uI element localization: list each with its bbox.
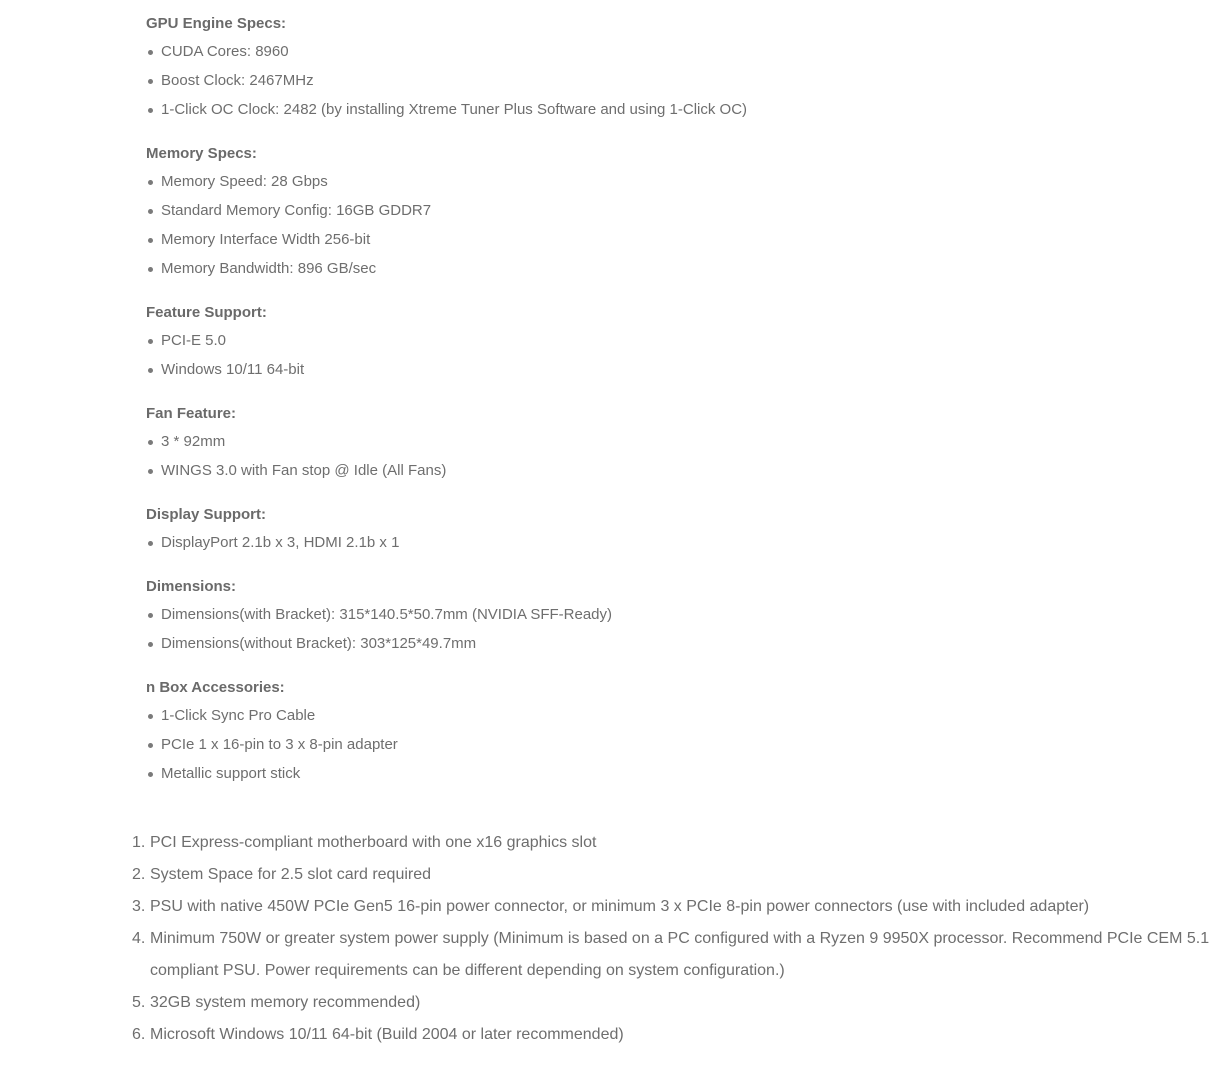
requirement-number: 4. <box>132 930 146 947</box>
specifications-panel <box>146 10 1186 804</box>
requirement-text: System Space for 2.5 slot card required <box>150 866 432 883</box>
bullet-icon <box>148 180 153 185</box>
spec-section-box-accessories <box>146 674 1186 788</box>
bullet-icon <box>148 440 153 445</box>
spec-item-text: PCI-E 5.0 <box>161 332 227 349</box>
spec-item-text: Memory Speed: 28 Gbps <box>161 173 328 190</box>
spec-section-memory <box>146 140 1186 283</box>
spec-item-text: Windows 10/11 64-bit <box>161 361 305 378</box>
requirement-item <box>120 987 1210 1019</box>
spec-item <box>146 759 1186 788</box>
section-title: Memory Specs: <box>146 145 257 162</box>
spec-item-text: 1-Click Sync Pro Cable <box>161 707 316 724</box>
bullet-icon <box>148 714 153 719</box>
spec-item <box>146 730 1186 759</box>
spec-section-display-support <box>146 501 1186 557</box>
section-title: GPU Engine Specs: <box>146 15 287 32</box>
spec-item <box>146 95 1186 124</box>
bullet-icon <box>148 238 153 243</box>
requirement-text: 32GB system memory recommended) <box>150 994 421 1011</box>
spec-list <box>146 701 1186 788</box>
bullet-icon <box>148 339 153 344</box>
spec-item <box>146 456 1186 485</box>
spec-item-text: Boost Clock: 2467MHz <box>161 72 314 89</box>
spec-item <box>146 701 1186 730</box>
requirement-item <box>120 891 1210 923</box>
spec-item-text: Dimensions(with Bracket): 315*140.5*50.7mm (NVIDIA SFF-Ready) <box>161 606 612 623</box>
requirements-list <box>120 827 1210 1051</box>
spec-item-text: Memory Interface Width 256-bit <box>161 231 371 248</box>
spec-item <box>146 66 1186 95</box>
requirement-text: PCI Express-compliant motherboard with one x16 graphics slot <box>150 834 597 851</box>
requirement-text: Minimum 750W or greater system power supply (Minimum is based on a PC configured with a Ryzen 9 9950X processor. Recommend PCIe CEM 5.1 compliant PSU. Power requirements can be different depending on system configuration.) <box>150 930 1210 979</box>
spec-item <box>146 326 1186 355</box>
spec-item-text: Standard Memory Config: 16GB GDDR7 <box>161 202 432 219</box>
spec-item <box>146 167 1186 196</box>
requirement-number: 2. <box>132 866 146 883</box>
spec-item <box>146 225 1186 254</box>
spec-list <box>146 427 1186 485</box>
spec-list <box>146 167 1186 283</box>
bullet-icon <box>148 772 153 777</box>
spec-item <box>146 254 1186 283</box>
spec-item-text: Metallic support stick <box>161 765 301 782</box>
bullet-icon <box>148 368 153 373</box>
spec-item-text: 3 * 92mm <box>161 433 226 450</box>
bullet-icon <box>148 743 153 748</box>
spec-item-text: DisplayPort 2.1b x 3, HDMI 2.1b x 1 <box>161 534 400 551</box>
requirement-item <box>120 1019 1210 1051</box>
bullet-icon <box>148 50 153 55</box>
section-title: Fan Feature: <box>146 405 237 422</box>
requirement-number: 5. <box>132 994 146 1011</box>
requirement-text: PSU with native 450W PCIe Gen5 16-pin power connector, or minimum 3 x PCIe 8-pin power connectors (use with included adapter) <box>150 898 1090 915</box>
section-title: n Box Accessories: <box>146 679 285 696</box>
spec-item-text: Memory Bandwidth: 896 GB/sec <box>161 260 377 277</box>
spec-item-text: WINGS 3.0 with Fan stop @ Idle (All Fans) <box>161 462 447 479</box>
bullet-icon <box>148 267 153 272</box>
system-requirements-panel <box>120 827 1210 1051</box>
bullet-icon <box>148 642 153 647</box>
bullet-icon <box>148 613 153 618</box>
spec-item-text: CUDA Cores: 8960 <box>161 43 289 60</box>
spec-item <box>146 37 1186 66</box>
section-title: Dimensions: <box>146 578 237 595</box>
spec-list <box>146 37 1186 124</box>
requirement-item <box>120 859 1210 891</box>
spec-section-fan-feature <box>146 400 1186 485</box>
section-title: Display Support: <box>146 506 267 523</box>
spec-item-text: 1-Click OC Clock: 2482 (by installing Xtreme Tuner Plus Software and using 1-Click OC) <box>161 101 748 118</box>
spec-section-feature-support <box>146 299 1186 384</box>
bullet-icon <box>148 108 153 113</box>
spec-list <box>146 600 1186 658</box>
requirement-item <box>120 827 1210 859</box>
bullet-icon <box>148 469 153 474</box>
spec-item <box>146 355 1186 384</box>
spec-item-text: Dimensions(without Bracket): 303*125*49.7mm <box>161 635 477 652</box>
spec-item-text: PCIe 1 x 16-pin to 3 x 8-pin adapter <box>161 736 398 753</box>
bullet-icon <box>148 79 153 84</box>
spec-list <box>146 528 1186 557</box>
section-title: Feature Support: <box>146 304 267 321</box>
spec-item <box>146 528 1186 557</box>
spec-item <box>146 196 1186 225</box>
requirement-number: 1. <box>132 834 146 851</box>
bullet-icon <box>148 209 153 214</box>
bullet-icon <box>148 541 153 546</box>
spec-item <box>146 629 1186 658</box>
spec-section-dimensions <box>146 573 1186 658</box>
requirement-number: 6. <box>132 1026 146 1043</box>
spec-section-gpu-engine <box>146 10 1186 124</box>
spec-item <box>146 600 1186 629</box>
spec-item <box>146 427 1186 456</box>
requirement-number: 3. <box>132 898 146 915</box>
spec-list <box>146 326 1186 384</box>
requirement-text: Microsoft Windows 10/11 64-bit (Build 2004 or later recommended) <box>150 1026 624 1043</box>
requirement-item <box>120 923 1210 987</box>
